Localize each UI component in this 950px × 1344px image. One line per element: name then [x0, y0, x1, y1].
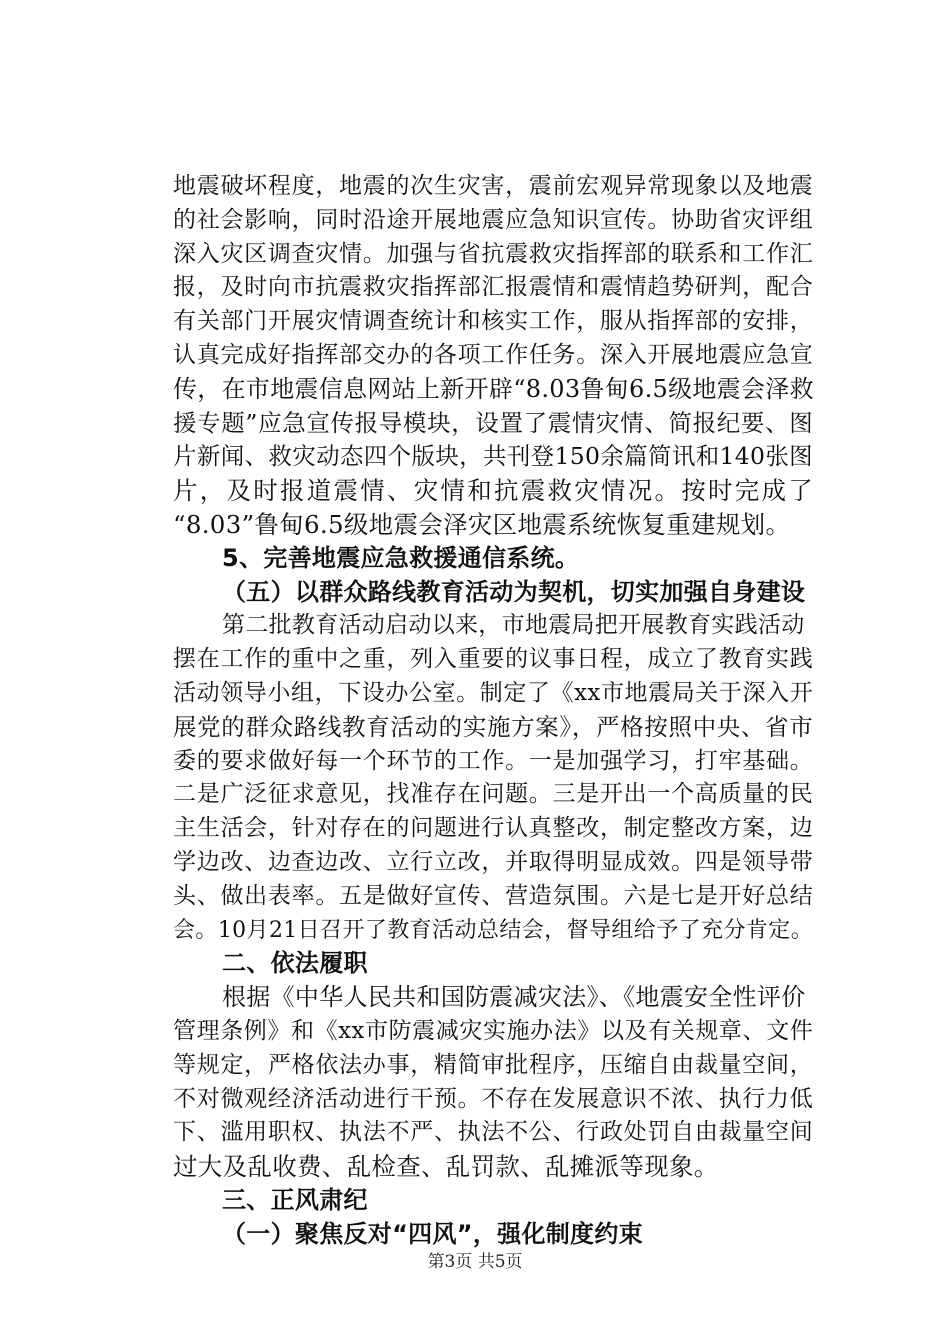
section-heading: （一）聚焦反对“四风”，强化制度约束 [222, 1219, 643, 1248]
paragraph-first-line: 第二批教育活动启动以来，市地震局把开展教育实践活动 [222, 612, 805, 639]
section-heading: （五）以群众路线教育活动为契机，切实加强自身建设 [222, 577, 806, 606]
body-line: 的社会影响，同时沿途开展地震应急知识宣传。协助省灾评组 [173, 206, 813, 233]
section-heading: 5、完善地震应急救援通信系统。 [222, 543, 580, 572]
body-line: 管理条例》和《xx市防震减灾实施办法》以及有关规章、文件 [173, 1017, 813, 1044]
body-line: 活动领导小组，下设办公室。制定了《xx市地震局关于深入开 [173, 679, 813, 706]
body-line: 报，及时向市抗震救灾指挥部汇报震情和震情趋势研判，配合 [173, 274, 813, 301]
body-line: 主生活会，针对存在的问题进行认真整改，制定整改方案，边 [173, 815, 813, 842]
body-line: 地震破坏程度，地震的次生灾害，震前宏观异常现象以及地震 [173, 173, 813, 199]
body-line: 传，在市地震信息网站上新开辟“8.03鲁甸6.5级地震会泽救 [173, 374, 814, 403]
body-line: 头、做出表率。五是做好宣传、营造氛围。六是七是开好总结 [173, 882, 813, 909]
body-line: 过大及乱收费、乱检查、乱罚款、乱摊派等现象。 [173, 1152, 719, 1182]
body-line: 等规定，严格依法办事，精简审批程序，压缩自由裁量空间， [173, 1051, 813, 1078]
page-number-footer: 第3页 共5页 [427, 1252, 523, 1272]
body-line: 援专题”应急宣传报导模块，设置了震情灾情、简报纪要、图 [173, 408, 813, 437]
body-line: 二是广泛征求意见，找准存在问题。三是开出一个高质量的民 [173, 781, 813, 808]
body-line: 展党的群众路线教育活动的实施方案》，严格按照中央、省市 [173, 712, 813, 741]
document-body [173, 170, 813, 1252]
body-line: 委的要求做好每一个环节的工作。一是加强学习，打牢基础。 [173, 747, 813, 774]
body-line: 摆在工作的重中之重，列入重要的议事日程，成立了教育实践 [173, 646, 813, 673]
body-line: 下、滥用职权、执法不严、执法不公、行政处罚自由裁量空间 [173, 1119, 813, 1146]
section-heading: 二、依法履职 [222, 949, 368, 978]
body-line: 片新闻、救灾动态四个版块，共刊登150余篇简讯和140张图 [173, 442, 813, 471]
body-line: 认真完成好指挥部交办的各项工作任务。深入开展地震应急宣 [173, 341, 813, 368]
paragraph-first-line: 根据《中华人民共和国防震减灾法》、《地震安全性评价 [222, 983, 806, 1012]
section-heading: 三、正风肃纪 [222, 1185, 368, 1214]
body-line: 深入灾区调查灾情。加强与省抗震救灾指挥部的联系和工作汇 [173, 240, 813, 267]
body-line: 会。10月21日召开了教育活动总结会，督导组给予了充分肯定。 [173, 917, 813, 943]
body-line: 学边改、边查边改、立行立改，并取得明显成效。四是领导带 [173, 848, 813, 875]
body-line: 有关部门开展灾情调查统计和核实工作，服从指挥部的安排， [173, 308, 813, 335]
body-line: 片，及时报道震情、灾情和抗震救灾情况。按时完成了 [173, 476, 813, 506]
body-line: “8.03”鲁甸6.5级地震会泽灾区地震系统恢复重建规划。 [173, 509, 791, 539]
body-line: 不对微观经济活动进行干预。不存在发展意识不浓、执行力低 [173, 1085, 813, 1112]
